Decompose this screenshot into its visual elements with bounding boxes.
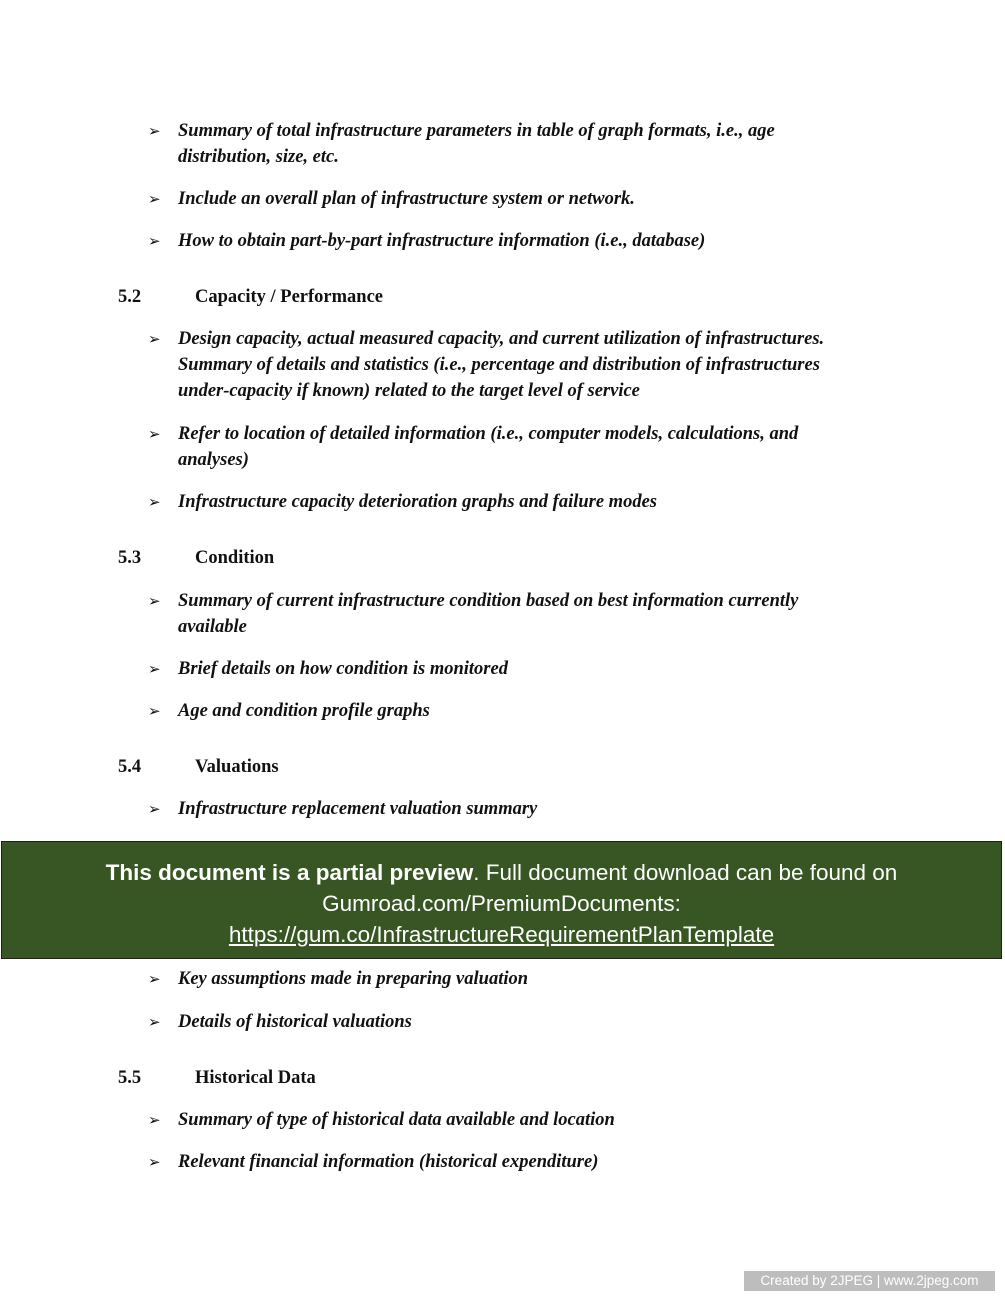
download-link[interactable]: https://gum.co/InfrastructureRequirementPlanTemplate bbox=[228, 922, 775, 947]
section-heading-capacity bbox=[118, 284, 383, 310]
bullet-item: ➢ Infrastructure replacement valuation summary bbox=[148, 796, 868, 822]
banner-line-2: Gumroad.com/PremiumDocuments: bbox=[322, 891, 681, 916]
watermark: Created by 2JPEG | www.2jpeg.com bbox=[744, 1271, 995, 1291]
section-heading-valuations bbox=[118, 754, 279, 780]
arrow-bullet-icon: ➢ bbox=[148, 330, 161, 348]
arrow-bullet-icon: ➢ bbox=[148, 970, 161, 988]
bullet-item: ➢ Relevant financial information (historical expenditure) bbox=[148, 1149, 868, 1175]
bullet-item: ➢ Details of historical valuations bbox=[148, 1009, 868, 1035]
section-title: Condition bbox=[195, 548, 275, 568]
section-number: 5.2 bbox=[118, 287, 142, 307]
banner-strong-text: This document is a partial preview bbox=[105, 860, 474, 885]
banner-line-1 bbox=[2, 857, 1001, 888]
arrow-bullet-icon: ➢ bbox=[148, 1111, 161, 1129]
bullet-item: ➢ Summary of current infrastructure condition based on best information currently available bbox=[148, 588, 868, 640]
arrow-bullet-icon: ➢ bbox=[148, 660, 161, 678]
bullet-item: ➢ How to obtain part-by-part infrastructure information (i.e., database) bbox=[148, 228, 868, 254]
arrow-bullet-icon: ➢ bbox=[148, 1153, 161, 1171]
section-number: 5.5 bbox=[118, 1068, 142, 1088]
bullet-item: ➢ Summary of type of historical data available and location bbox=[148, 1107, 868, 1133]
arrow-bullet-icon: ➢ bbox=[148, 800, 161, 818]
arrow-bullet-icon: ➢ bbox=[148, 1013, 161, 1031]
arrow-bullet-icon: ➢ bbox=[148, 592, 161, 610]
bullet-item: ➢ Design capacity, actual measured capacity, and current utilization of infrastructures. Summary of details and statistics (i.e., percentage and distribution of infrastructures under-capacity if known) related to the target level of service bbox=[148, 326, 868, 404]
section-title: Capacity / Performance bbox=[195, 287, 384, 307]
banner-text: . Full document download can be found on bbox=[473, 860, 898, 885]
section-number: 5.4 bbox=[118, 757, 142, 777]
arrow-bullet-icon: ➢ bbox=[148, 493, 161, 511]
bullet-item: ➢ Age and condition profile graphs bbox=[148, 698, 868, 724]
arrow-bullet-icon: ➢ bbox=[148, 232, 161, 250]
preview-banner bbox=[1, 841, 1002, 959]
section-title: Valuations bbox=[195, 757, 279, 777]
bullet-item: ➢ Summary of total infrastructure parameters in table of graph formats, i.e., age distribution, size, etc. bbox=[148, 118, 868, 170]
bullet-item: ➢ Refer to location of detailed information (i.e., computer models, calculations, and analyses) bbox=[148, 421, 868, 473]
arrow-bullet-icon: ➢ bbox=[148, 190, 161, 208]
arrow-bullet-icon: ➢ bbox=[148, 122, 161, 140]
arrow-bullet-icon: ➢ bbox=[148, 425, 161, 443]
bullet-item: ➢ Brief details on how condition is monitored bbox=[148, 656, 868, 682]
section-title: Historical Data bbox=[195, 1068, 316, 1088]
section-number: 5.3 bbox=[118, 548, 142, 568]
bullet-item: ➢ Infrastructure capacity deterioration graphs and failure modes bbox=[148, 489, 868, 515]
section-heading-condition bbox=[118, 545, 274, 571]
bullet-item: ➢ Key assumptions made in preparing valuation bbox=[148, 966, 868, 992]
bullet-item: ➢ Include an overall plan of infrastructure system or network. bbox=[148, 186, 868, 212]
arrow-bullet-icon: ➢ bbox=[148, 702, 161, 720]
section-heading-historical-data bbox=[118, 1065, 316, 1091]
